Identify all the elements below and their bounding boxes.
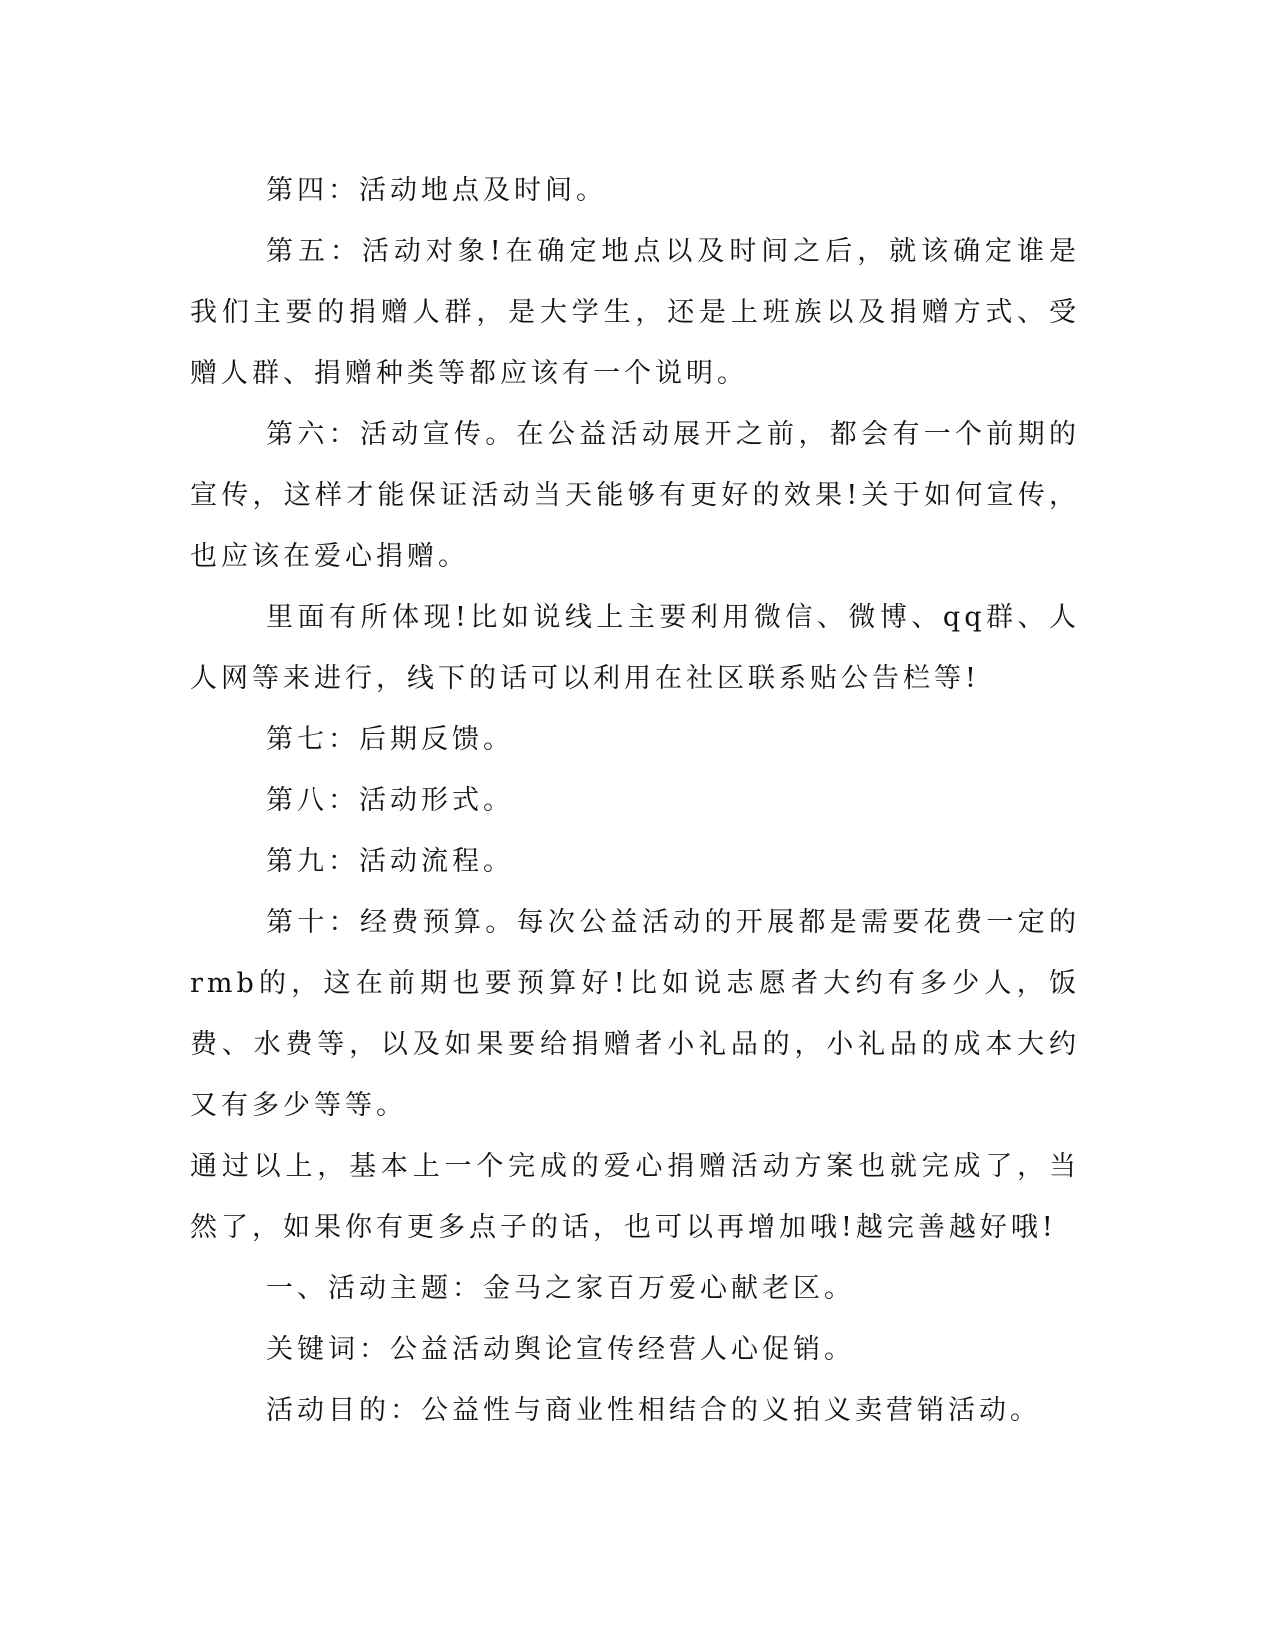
paragraph-item-6-promotion: 第六：活动宣传。在公益活动展开之前，都会有一个前期的宣传，这样才能保证活动当天能够有更好的效果!关于如何宣传，也应该在爱心捐赠。 <box>190 419 1080 572</box>
paragraph-activity-theme: 一、活动主题：金马之家百万爱心献老区。 <box>266 1273 855 1304</box>
paragraph-item-7-feedback: 第七：后期反馈。 <box>266 724 514 755</box>
paragraph-item-4-location-time: 第四：活动地点及时间。 <box>266 175 607 206</box>
document-body <box>190 160 1080 1441</box>
paragraph-activity-purpose: 活动目的：公益性与商业性相结合的义拍义卖营销活动。 <box>266 1395 1041 1426</box>
paragraph-item-10-budget: 第十：经费预算。每次公益活动的开展都是需要花费一定的rmb的，这在前期也要预算好!比如说志愿者大约有多少人，饭费、水费等，以及如果要给捐赠者小礼品的，小礼品的成本大约又有多少等等。 <box>190 907 1080 1121</box>
paragraph-keywords: 关键词：公益活动舆论宣传经营人心促销。 <box>266 1334 855 1365</box>
paragraph-promotion-channels: 里面有所体现!比如说线上主要利用微信、微博、qq群、人人网等来进行，线下的话可以利用在社区联系贴公告栏等! <box>190 602 1080 694</box>
paragraph-item-5-audience: 第五：活动对象!在确定地点以及时间之后，就该确定谁是我们主要的捐赠人群，是大学生，还是上班族以及捐赠方式、受赠人群、捐赠种类等都应该有一个说明。 <box>190 236 1080 389</box>
paragraph-item-8-format: 第八：活动形式。 <box>266 785 514 816</box>
paragraph-conclusion: 通过以上，基本上一个完成的爱心捐赠活动方案也就完成了，当然了，如果你有更多点子的话，也可以再增加哦!越完善越好哦! <box>190 1151 1080 1243</box>
paragraph-item-9-process: 第九：活动流程。 <box>266 846 514 877</box>
